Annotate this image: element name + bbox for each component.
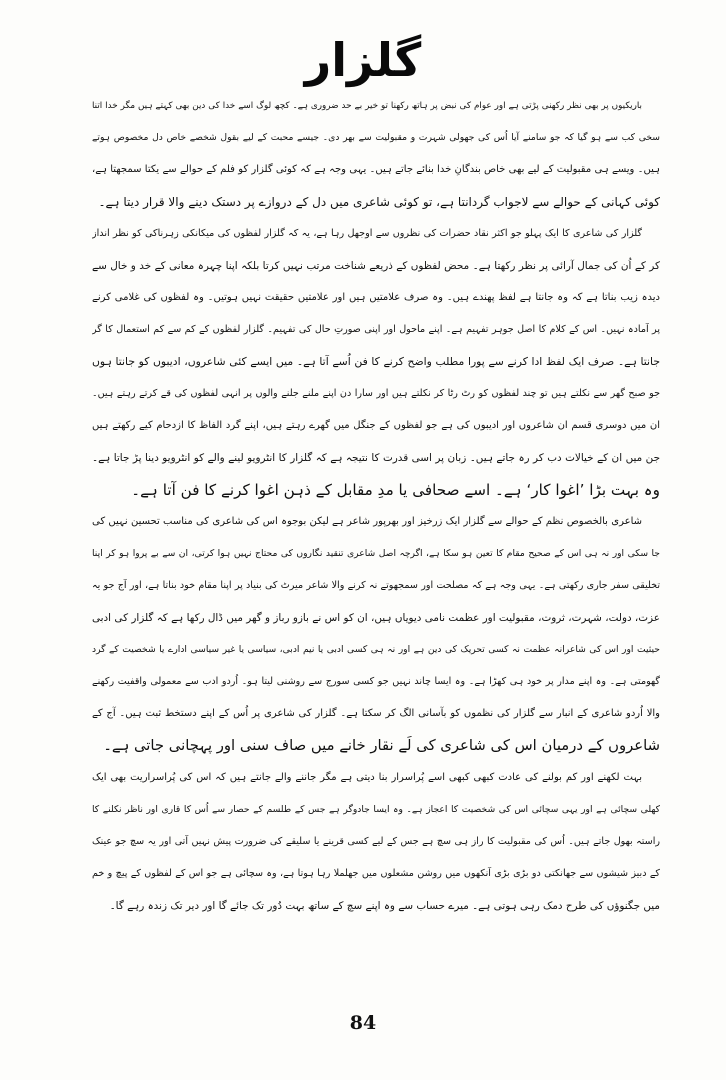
- paragraph: [92, 762, 660, 922]
- text-line: شاعری بالخصوص نظم کے حوالے سے گلزار ایک زرخیز اور بھرپور شاعر ہے لیکن بوجوہ اس کی شاعری کی مناسب تحسین نہیں کی: [92, 516, 642, 527]
- paragraph: [92, 218, 660, 506]
- running-header: [0, 30, 726, 90]
- text-line: دیدہ زیب بناتا ہے کہ وہ جانتا ہے لفظ پھندے ہیں۔ وہ صرف علامتیں ہیں اور علامتیں حقیقت نہیں ہوتیں۔ وہ لفظوں کی غلامی کرنے: [92, 292, 660, 303]
- page-body: [92, 90, 660, 922]
- text-line: شاعروں کے درمیان اس کی شاعری کی لَے نقار خانے میں صاف سنی اور پہچانی جاتی ہے۔: [103, 737, 660, 754]
- text-line: حیثیت اور اس کی شاعرانہ عظمت نہ کسی تحریک کی دین ہے اور نہ ہی کسی ادبی یا نیم ادبی، سیاسی یا غیر سیاسی ادارے یا شخصیت کے گرد: [92, 644, 660, 655]
- text-line: پر آمادہ نہیں۔ اس کے کلام کا اصل جوہر تفہیم ہے۔ اپنے ماحول اور اپنی صورتِ حال کی تفہیم۔ گلزار لفظوں کے کم سے کم استعمال کا گر: [92, 324, 660, 335]
- text-line: جا سکی اور نہ ہی اس کے صحیح مقام کا تعین ہو سکا ہے، اگرچہ اصل شاعری تنقید نگاروں کی محتاج نہیں ہوا کرتی، ان سے بے پروا ہو کر اپنا: [92, 548, 660, 559]
- text-line: راستہ بھول جاتے ہیں۔ اُس کی مقبولیت کا راز ہی سچ ہے جس کے لیے کسی قرینے یا سلیقے کی ضرورت پیش نہیں آتی اور یہ سچ جو عینک: [92, 836, 660, 847]
- header-title: گلزار: [304, 33, 422, 87]
- text-line: جانتا ہے۔ صرف ایک لفظ ادا کرنے سے پورا مطلب واضح کرنے کا فن اُسے آتا ہے۔ میں ایسے کئی شاعروں، ادیبوں کو جانتا ہوں: [92, 355, 660, 368]
- text-line: کر کے اُن کی جمال آرائی پر نظر رکھتا ہے۔ محض لفظوں کے ذریعے شناخت مرتب نہیں کرتا بلکہ اپنا چہرہ معانی کے خد و خال سے: [92, 260, 660, 272]
- text-line: تخلیقی سفر جاری رکھتی ہے۔ یہی وجہ ہے کہ مصلحت اور سمجھوتے نہ کرنے والا شاعر میرٹ کی بنیاد پر اپنا مقام خود بناتا ہے، اور آج جو یہ: [92, 580, 660, 591]
- text-line: کھلی سچائی ہے اور یہی سچائی اس کی شخصیت کا اعجاز ہے۔ وہ ایسا جادوگر ہے جس کے طلسم کے حصار سے اُس کا قاری اور ناظر نکلنے کا: [92, 804, 660, 815]
- text-line: باریکیوں پر بھی نظر رکھنی پڑتی ہے اور عوام کی نبض پر ہاتھ رکھنا تو خیر بے حد ضروری ہے۔ کچھ لوگ اسے خدا کی دین بھی کہتے ہیں مگر خدا اتنا: [92, 101, 642, 111]
- text-line: عزت، دولت، شہرت، ثروت، مقبولیت اور عظمت نامی دیویاں ہیں، ان کو اس نے بازو رباز و گھر میں ڈال رکھا ہے کہ گلزار کی ادبی: [92, 612, 660, 624]
- paragraph: [92, 90, 660, 218]
- text-line: جن میں ان کے خیالات دب کر رہ جاتے ہیں۔ زبان پر اسی قدرت کا نتیجہ ہے کہ گلزار کا انٹرویو لینے والے کو انٹرویو دینا پڑ جاتا ہے۔: [92, 452, 660, 464]
- text-line: کوئی کہانی کے حوالے سے لاجواب گردانتا ہے، تو کوئی شاعری میں دل کے دروازے پر دستک دینے والا قرار دیتا ہے۔: [98, 195, 660, 209]
- text-line: والا اُردو شاعری کے انبار سے گلزار کی نظموں کو بآسانی الگ کر سکتا ہے۔ گلزار کی شاعری پر اُس کے اپنے دستخط ثبت ہیں۔ آج کے: [92, 708, 660, 719]
- paragraph: [92, 506, 660, 762]
- text-line: بہت لکھنے اور کم بولنے کی عادت کبھی کبھی اسے پُراسرار بنا دیتی ہے مگر جاننے والے جانتے ہیں کہ اس کی پُراسراریت بھی ایک: [92, 772, 642, 783]
- text-line: گلزار کی شاعری کا ایک پہلو جو اکثر نقاد حضرات کی نظروں سے اوجھل رہا ہے، یہ کہ گلزار لفظوں کی میکانکی زہرناکی کو نظر انداز: [92, 228, 642, 239]
- text-line: ان میں دوسری قسم ان شاعروں اور ادیبوں کی ہے جو لفظوں کے جنگل میں گھرے رہتے ہیں، اپنے گرد الفاظ کا ازدحام کیے رکھتے ہیں: [92, 420, 660, 431]
- text-line: گھومتی ہے۔ وہ اپنے مدار پر خود ہی کھڑا ہے۔ وہ ایسا چاند نہیں جو کسی سورج سے روشنی لیتا ہو۔ اُردو ادب سے معمولی واقفیت رکھنے: [92, 676, 660, 687]
- text-line: وہ بہت بڑا ’اغوا کار‘ ہے۔ اسے صحافی یا مدِ مقابل کے ذہن اغوا کرنے کا فن آتا ہے۔: [131, 481, 660, 499]
- text-line: کے دبیز شیشوں سے جھانکتی دو بڑی بڑی آنکھوں میں روشن مشعلوں میں جھلملا رہا ہوتا ہے، وہ سچائی ہے جو اس کے لفظوں کے پیچ و خم: [92, 868, 660, 879]
- text-line: جو صبح گھر سے نکلتے ہیں تو چند لفظوں کو رٹ رٹا کر نکلتے ہیں اور سارا دن اپنے ملنے جلنے والوں پر انہی لفظوں کی قے کرتے رہتے ہیں۔: [92, 388, 660, 399]
- text-line: ہیں۔ ویسے ہی مقبولیت کے لیے بھی خاص بندگانِ خدا بنائے جاتے ہیں۔ یہی وجہ ہے کہ کوئی گلزار کو فلم کے حوالے سے یکتا سمجھتا ہے،: [92, 164, 660, 175]
- text-line: میں جگنوؤں کی طرح دمک رہی ہوتی ہے۔ میرے حساب سے وہ اپنے سچ کے ساتھ بہت دُور تک جائے گا اور دیر تک زندہ رہے گا۔: [109, 900, 660, 912]
- page-number: 84: [349, 1012, 377, 1034]
- text-line: سخی کب سے ہو گیا کہ جو سامنے آیا اُس کی جھولی شہرت و مقبولیت سے بھر دی۔ جیسے محبت کے لیے بقول شخصے خاص دل مخصوص ہوتے: [92, 132, 660, 143]
